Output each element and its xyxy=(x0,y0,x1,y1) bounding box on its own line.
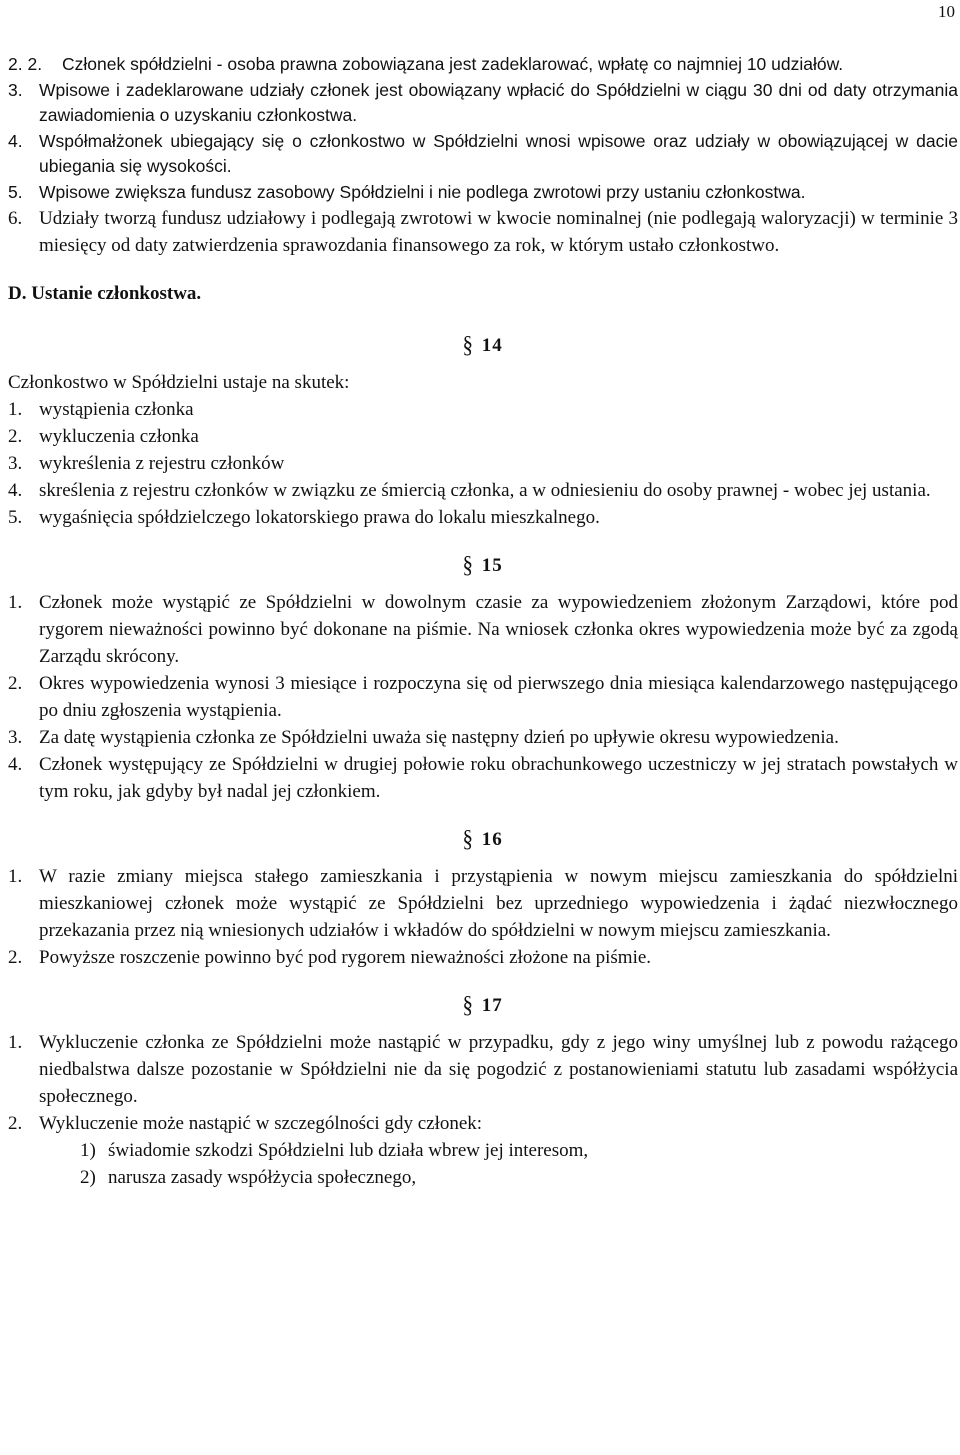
paragraph-number: 17 xyxy=(481,995,503,1016)
item-text: Wykluczenie może nastąpić w szczególności gdy członek: xyxy=(39,1113,483,1134)
item-number: 2) xyxy=(80,1167,96,1188)
list-item xyxy=(8,423,958,450)
page-number: 10 xyxy=(938,2,955,21)
item-text: Udziały tworzą fundusz udziałowy i podlegają zwrotowi w kwocie nominalnej (nie podlegają waloryzacji) w terminie 3 miesięcy od daty zatwierdzenia sprawozdania finansowego za rok, w którym ustało członkostwo. xyxy=(39,208,958,256)
item-number: 2. xyxy=(8,947,23,968)
paragraph-number: 14 xyxy=(481,335,503,356)
list-item xyxy=(8,477,958,504)
list-item xyxy=(8,589,958,670)
item-number: 3. xyxy=(8,727,23,748)
item-number: 2. xyxy=(8,1113,23,1134)
item-number: 6. xyxy=(8,208,23,229)
item-number: 3. xyxy=(8,453,23,474)
list-item xyxy=(8,180,958,206)
section-c-tail xyxy=(8,52,958,205)
item-number: 1) xyxy=(80,1140,96,1161)
item-number: 5. xyxy=(8,507,23,528)
paragraph-number-14 xyxy=(8,332,958,359)
item-text: skreślenia z rejestru członków w związku ze śmiercią członka, a w odniesieniu do osoby prawnej - wobec jej ustania. xyxy=(39,480,931,501)
paragraph-intro: Członkostwo w Spółdzielni ustaje na skutek: xyxy=(8,372,350,393)
item-text: Wykluczenie członka ze Spółdzielni może nastąpić w przypadku, gdy z jego winy umyślnej lub z powodu rażącego niedbalstwa dalsze pozostanie w Spółdzielni nie da się pogodzić z postanowieniami statutu lub zasadami współżycia społecznego. xyxy=(39,1032,958,1107)
item-text: wystąpienia członka xyxy=(39,399,194,420)
item-text: W razie zmiany miejsca stałego zamieszkania i przystąpienia w nowym miejscu zamieszkania do spółdzielni mieszkaniowej członek może wystąpić ze Spółdzielni bez uprzedniego wypowiedzenia i żądać niezwłocznego przekazania przez nią wniesionych udziałów i wkładów do spółdzielni w nowym miejscu zamieszkania. xyxy=(39,866,958,941)
item-text: Za datę wystąpienia członka ze Spółdzielni uważa się następny dzień po upływie okresu wypowiedzenia. xyxy=(39,727,839,748)
list-item xyxy=(8,944,958,971)
paragraph-number: 16 xyxy=(481,829,503,850)
item-number: 3. xyxy=(8,79,23,100)
item-number: 4. xyxy=(8,754,23,775)
list-item xyxy=(8,450,958,477)
item-text: narusza zasady współżycia społecznego, xyxy=(108,1167,417,1188)
sub-list-item xyxy=(8,1164,958,1191)
list-item xyxy=(8,1110,958,1137)
item-number: 2. xyxy=(8,426,23,447)
item-number: 1. xyxy=(8,866,23,887)
list-item xyxy=(8,504,958,531)
item-text: wykluczenia członka xyxy=(39,426,199,447)
item-number: 2. xyxy=(8,673,23,694)
item-text: Wpisowe i zadeklarowane udziały członek jest obowiązany wpłacić do Spółdzielni w ciągu 30 dni od daty otrzymania zawiadomienia o uzyskaniu członkostwa. xyxy=(39,79,958,125)
item-text: Współmałżonek ubiegający się o członkostwo w Spółdzielni wnosi wpisowe oraz udziały w obowiązującej w dacie ubiegania się wysokości. xyxy=(39,130,958,176)
item-number: 1. xyxy=(8,592,23,613)
item-number: 1. xyxy=(8,399,23,420)
item-number: 4. xyxy=(8,480,23,501)
item-text: Wpisowe zwiększa fundusz zasobowy Spółdzielni i nie podlega zwrotowi przy ustaniu członkostwa. xyxy=(39,181,806,202)
item-text: Członek występujący ze Spółdzielni w drugiej połowie roku obrachunkowego uczestniczy w jej stratach powstałych w tym roku, jak gdyby był nadal jej członkiem. xyxy=(39,754,958,802)
item-number: 4. xyxy=(8,130,23,151)
list-item xyxy=(8,724,958,751)
item-text: wykreślenia z rejestru członków xyxy=(39,453,285,474)
item-number: 5. xyxy=(8,181,23,202)
list-item xyxy=(8,751,958,805)
item-text: Członek może wystąpić ze Spółdzielni w dowolnym czasie za wypowiedzeniem złożonym Zarządowi, które pod rygorem nieważności powinno być dokonane na piśmie. Na wniosek członka okres wypowiedzenia może być za zgodą Zarządu skrócony. xyxy=(39,592,958,667)
section-sign: § xyxy=(462,332,475,359)
list-item xyxy=(8,670,958,724)
section-heading: D. Ustanie członkostwa. xyxy=(8,283,202,304)
sub-list-item xyxy=(8,1137,958,1164)
section-sign: § xyxy=(462,552,475,579)
paragraph-number-16 xyxy=(8,826,958,853)
list-item xyxy=(8,205,958,259)
section-sign: § xyxy=(462,992,475,1019)
document-body xyxy=(8,52,958,1191)
list-item xyxy=(8,52,958,78)
item-text: wygaśnięcia spółdzielczego lokatorskiego prawa do lokalu mieszkalnego. xyxy=(39,507,600,528)
paragraph-number-15 xyxy=(8,552,958,579)
list-item xyxy=(8,396,958,423)
item-number: 2. 2. xyxy=(8,54,43,74)
item-number: 1. xyxy=(8,1032,23,1053)
paragraph-number: 15 xyxy=(481,555,503,576)
paragraph-number-17 xyxy=(8,992,958,1019)
item-text: Członek spółdzielni - osoba prawna zobowiązana jest zadeklarować, wpłatę co najmniej 10 udziałów. xyxy=(62,54,844,74)
item-text: świadomie szkodzi Spółdzielni lub działa wbrew jej interesom, xyxy=(108,1140,589,1161)
list-item xyxy=(8,1029,958,1110)
list-item xyxy=(8,129,958,180)
section-sign: § xyxy=(462,826,475,853)
list-item xyxy=(8,78,958,129)
item-text: Okres wypowiedzenia wynosi 3 miesiące i rozpoczyna się od pierwszego dnia miesiąca kalendarzowego następującego po dniu zgłoszenia wystąpienia. xyxy=(39,673,958,721)
list-item xyxy=(8,863,958,944)
item-text: Powyższe roszczenie powinno być pod rygorem nieważności złożone na piśmie. xyxy=(39,947,652,968)
